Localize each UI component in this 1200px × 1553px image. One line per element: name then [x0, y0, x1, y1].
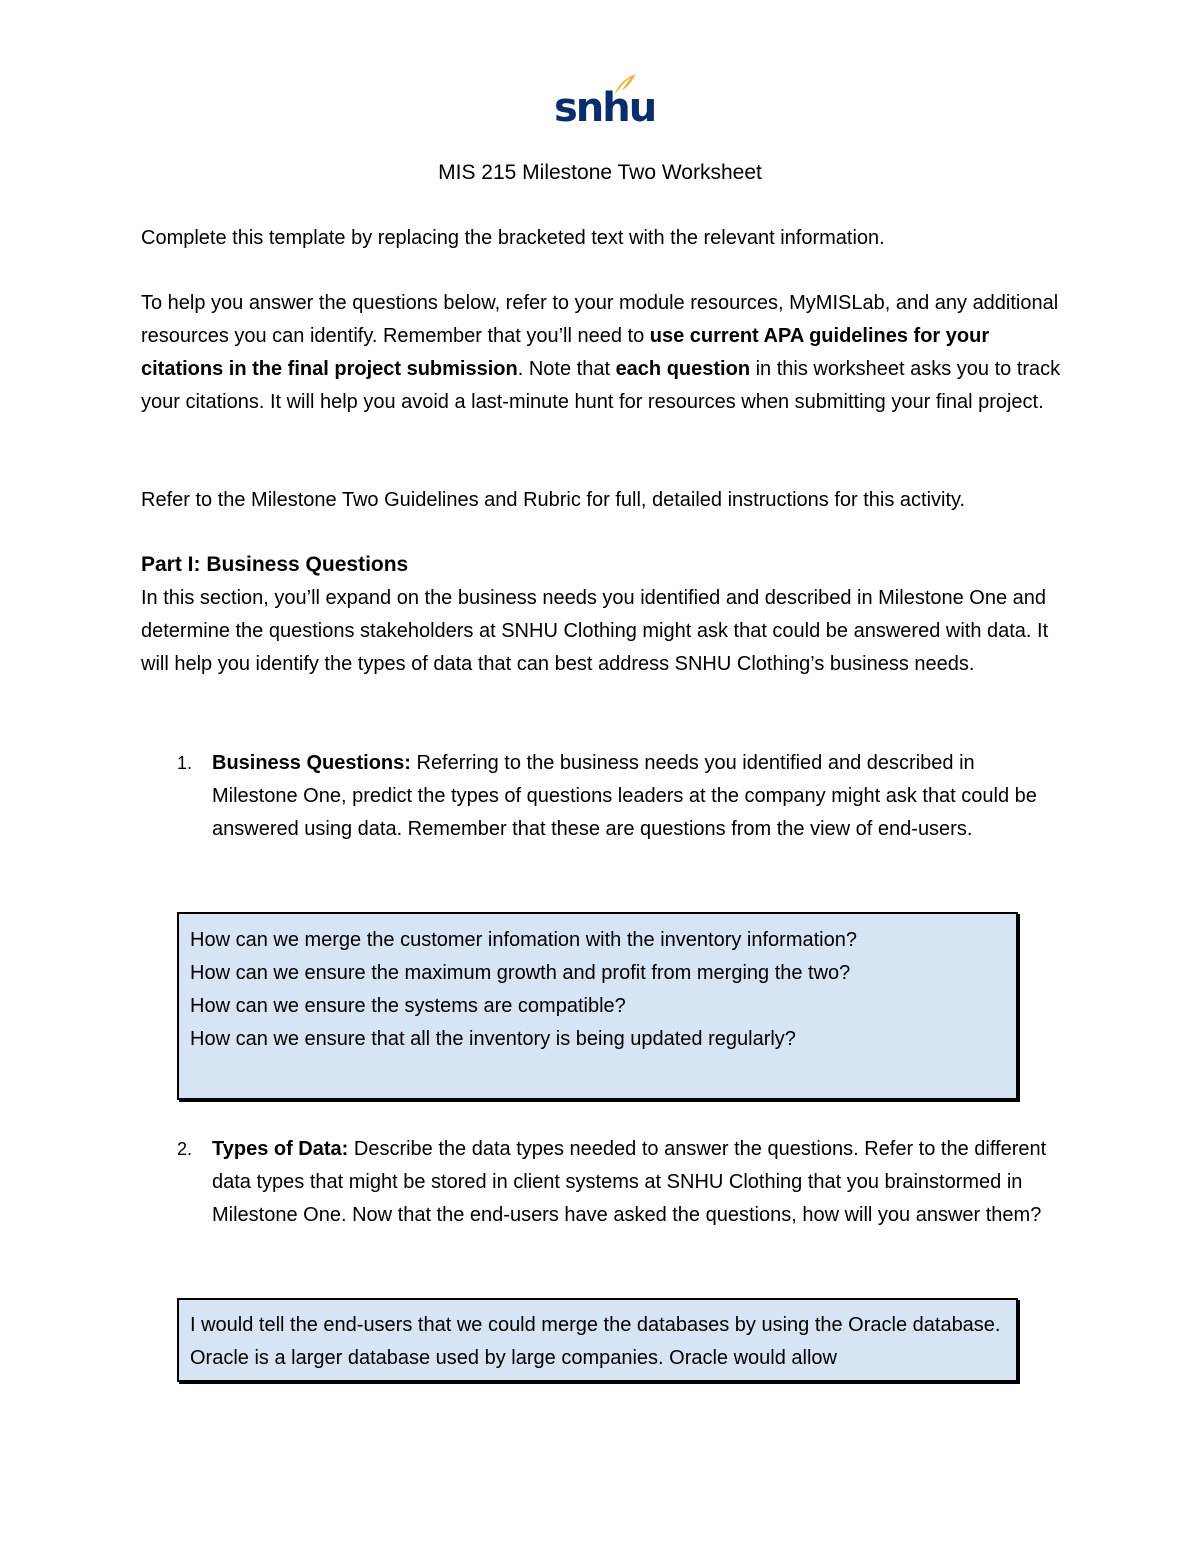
page-title: MIS 215 Milestone Two Worksheet — [438, 161, 762, 184]
logo-text: snhu — [554, 85, 656, 131]
question-number: 2. — [177, 1139, 193, 1159]
section-heading: Part I: Business Questions — [141, 553, 409, 576]
section-description: In this section, you’ll expand on the business needs you identified and described in Milestone One and determine the questions stakeholders at SNHU Clothing might ask that could be answered with data. It will help you identify the types of data that can best address SNHU Clothing’s business needs. — [141, 587, 1049, 675]
answer-line: How can we ensure the systems are compatible? — [190, 995, 626, 1017]
answer-line: How can we merge the customer infomation with the inventory information? — [190, 929, 857, 951]
snhu-logo — [554, 72, 656, 134]
question-body — [212, 1133, 1057, 1232]
answer-line: How can we ensure the maximum growth and profit from merging the two? — [190, 962, 851, 984]
answer-line: How can we ensure that all the inventory is being updated regularly? — [190, 1028, 796, 1050]
answer-line: I would tell the end-users that we could merge the databases by using the Oracle database. Oracle is a larger database used by large companies. Oracle would allow — [190, 1314, 1001, 1369]
question-text: Referring to the business needs you identified and described in Milestone One, predict the types of questions leaders at the company might ask that could be answered using data. Remember that these are questions from the view of end-users. — [212, 752, 1037, 840]
question-label: Business Questions: — [212, 752, 411, 774]
answer-box[interactable] — [177, 912, 1018, 1100]
help-paragraph — [141, 287, 1061, 419]
question-body — [212, 747, 1057, 846]
answer-box[interactable] — [177, 1298, 1018, 1382]
help-bold-apa: use current APA guidelines for your citations in the final project submission — [141, 325, 990, 380]
question-number: 1. — [177, 753, 193, 773]
question-text: Describe the data types needed to answer the questions. Refer to the different data types that might be stored in client systems at SNHU Clothing that you brainstormed in Milestone One. Now that the end-users have asked the questions, how will you answer them? — [212, 1138, 1047, 1226]
refer-paragraph: Refer to the Milestone Two Guidelines and Rubric for full, detailed instructions for this activity. — [141, 489, 966, 511]
help-text-1: To help you answer the questions below, refer to your module resources, MyMISLab, and any additional resources you can identify. Remember that you’ll need to — [141, 292, 1059, 347]
help-bold-each-question: each question — [615, 358, 751, 380]
help-text-2: . Note that — [517, 358, 616, 380]
help-text-3: in this worksheet asks you to track your citations. It will help you avoid a last-minute hunt for resources when submitting your final project. — [141, 358, 1061, 413]
intro-paragraph: Complete this template by replacing the bracketed text with the relevant information. — [141, 227, 885, 249]
question-label: Types of Data: — [212, 1138, 349, 1160]
